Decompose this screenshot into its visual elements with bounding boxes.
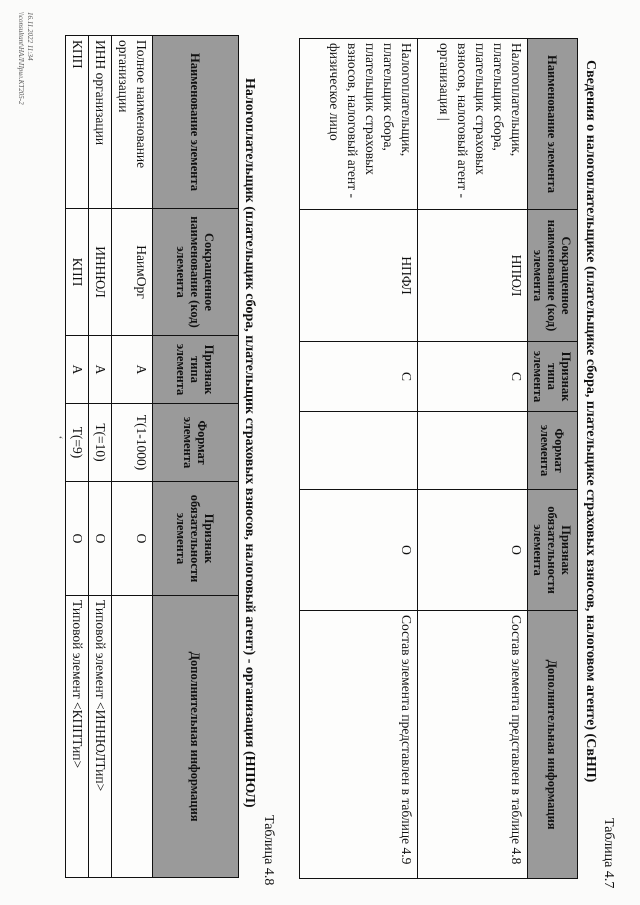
table-4-8-title: Налогоплательщик (плательщик сбора, плательщик страховых взносов, налоговый агент) - организация (НПЮЛ) (242, 78, 257, 808)
header-cell: Наименование элемента (528, 39, 578, 210)
table-cell: НПФЛ (300, 210, 418, 342)
table-cell: T(=10) (88, 404, 111, 482)
header-cell: Сокращенное наименование (код) элемента (153, 209, 239, 336)
table-cell (418, 412, 528, 490)
table-cell: НПЮЛ (418, 210, 528, 342)
table-4-8-label: Таблица 4.8 (261, 815, 276, 886)
table-cell: Состав элемента представлен в таблице 4.8 (418, 611, 528, 879)
table-row (65, 36, 88, 878)
table-cell: О (418, 490, 528, 611)
table-cell: T(1-1000) (111, 404, 152, 482)
table-cell: ИНН организации (88, 36, 111, 209)
table-cell: Типовой элемент <КППТип> (65, 596, 88, 878)
header-cell: Дополнительная информация (153, 596, 239, 878)
header-cell: Признак типа элемента (153, 336, 239, 404)
header-cell: Формат элемента (153, 404, 239, 482)
table-4-7-label: Таблица 4.7 (601, 818, 616, 889)
table-cell: О (111, 482, 152, 596)
table-cell: А (88, 336, 111, 404)
table-cell: О (65, 482, 88, 596)
header-cell: Дополнительная информация (528, 611, 578, 879)
table-cell (300, 412, 418, 490)
header-cell: Сокращенное наименование (код) элемента (528, 210, 578, 342)
table-cell: О (88, 482, 111, 596)
table-cell: Полное наименование организации (111, 36, 152, 209)
header-cell: Признак обязательности элемента (153, 482, 239, 596)
table-cell: НаимОрг (111, 209, 152, 336)
header-cell: Признак обязательности элемента (528, 490, 578, 611)
table-cell: О (300, 490, 418, 611)
table-cell: ИННЮЛ (88, 209, 111, 336)
table-cell: С (300, 342, 418, 412)
table-cell: Типовой элемент <ИННЮЛТип> (88, 596, 111, 878)
scan-mark: ‘ (51, 435, 66, 440)
table-4-7 (299, 38, 578, 879)
table-4-8 (65, 35, 239, 878)
table-cell: Налогоплательщик, плательщик сбора, плательщик страховых взносов, налоговый агент - физическое лицо (300, 39, 418, 210)
table-cell: С (418, 342, 528, 412)
table-cell: А (65, 336, 88, 404)
header-cell: Признак типа элемента (528, 342, 578, 412)
table-row (88, 36, 111, 878)
table-cell: Налогоплательщик, плательщик сбора, плательщик страховых взносов, налоговый агент - организация | (418, 39, 528, 210)
table-row (418, 39, 528, 879)
table-cell: T(=9) (65, 404, 88, 482)
table-row (300, 39, 418, 879)
table-header-row (528, 39, 578, 879)
footer-date: 16.11.2022 11:34 (26, 12, 34, 61)
table-cell: КПП (65, 209, 88, 336)
header-cell: Формат элемента (528, 412, 578, 490)
table-header-row (153, 36, 239, 878)
table-cell: КПП (65, 36, 88, 209)
footer-stamp (16, 12, 34, 105)
header-cell: Наименование элемента (153, 36, 239, 209)
table-cell: Состав элемента представлен в таблице 4.9 (300, 611, 418, 879)
table-row (111, 36, 152, 878)
table-4-7-title: Сведения о налогоплательщике (плательщике сбора, плательщике страховых взносов, налоговом агенте) (СвНП) (583, 60, 598, 783)
table-cell (111, 596, 152, 878)
footer-path: \\consultant\НАЛ\Прил.КТ205-2 (16, 12, 25, 105)
table-cell: А (111, 336, 152, 404)
